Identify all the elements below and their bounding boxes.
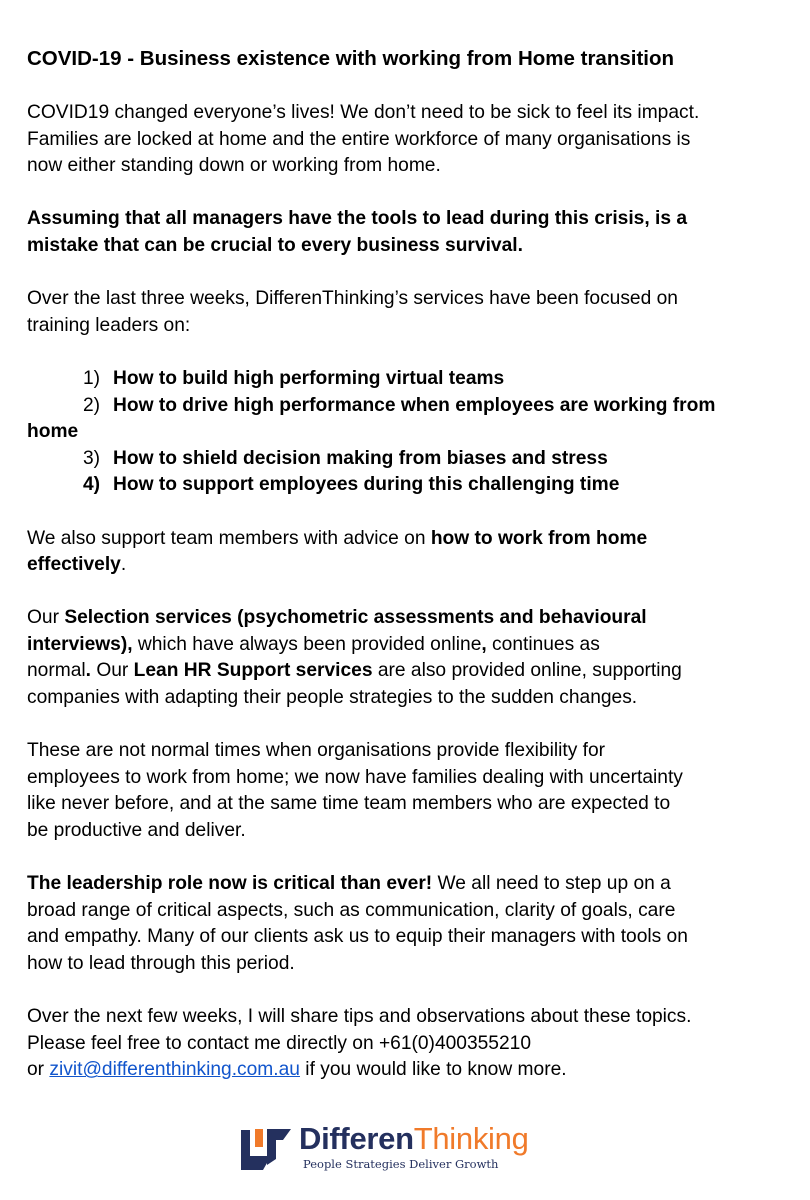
normal-times-line-2: employees to work from home; we now have families dealing with uncertainty	[27, 766, 683, 788]
selection-l3-a: normal	[27, 660, 86, 682]
document-body	[27, 44, 787, 1111]
selection-l2-tail: continues as	[486, 633, 600, 655]
normal-times-line-4: be productive and deliver.	[27, 820, 246, 842]
topic-item-4	[83, 472, 787, 499]
topic-item-2	[27, 393, 787, 446]
topic-text: How to support employees during this challenging time	[113, 474, 620, 496]
team-support-bold-2: effectively	[27, 554, 121, 576]
selection-l3-dot: .	[85, 660, 91, 682]
selection-paragraph	[27, 605, 787, 711]
selection-l3-bold: Lean HR Support services	[133, 660, 373, 682]
warning-line-1: Assuming that all managers have the tools to lead during this crisis, is a	[27, 208, 688, 230]
leadership-bold: The leadership role now is critical than ever!	[27, 873, 433, 895]
logo-mark-icon	[241, 1126, 293, 1170]
selection-l2-bold-b: ,	[481, 633, 487, 655]
leadership-l1-rest: We all need to step up on a	[432, 873, 671, 895]
intro-line-2: Families are locked at home and the entire workforce of many organisations is	[27, 128, 691, 150]
logo-wordmark	[299, 1122, 529, 1156]
closing-paragraph	[27, 1004, 787, 1084]
services-intro-line-2: training leaders on:	[27, 314, 191, 336]
normal-times-line-1: These are not normal times when organisations provide flexibility for	[27, 740, 606, 762]
team-support-bold-1: how to work from home	[430, 527, 648, 549]
normal-times-line-3: like never before, and at the same time team members who are expected to	[27, 793, 671, 815]
leadership-line-3: and empathy. Many of our clients ask us to equip their managers with tools on	[27, 926, 688, 948]
selection-l3-b: Our	[91, 660, 134, 682]
selection-l2-bold-a: interviews),	[27, 633, 133, 655]
closing-line-1: Over the next few weeks, I will share tips and observations about these topics.	[27, 1006, 692, 1028]
team-support-prefix: We also support team members with advice on	[27, 527, 431, 549]
topic-number: 4)	[83, 474, 101, 496]
team-support-paragraph	[27, 526, 787, 579]
normal-times-paragraph	[27, 738, 787, 844]
services-intro-paragraph	[27, 286, 787, 339]
topic-number: 3)	[83, 447, 101, 469]
intro-line-1: COVID19 changed everyone’s lives! We don’t need to be sick to feel its impact.	[27, 102, 700, 123]
selection-l4: companies with adapting their people strategies to the sudden changes.	[27, 687, 638, 709]
selection-l2-text: which have always been provided online	[132, 633, 482, 655]
topic-text: How to build high performing virtual teams	[113, 367, 505, 389]
company-logo	[241, 1121, 541, 1174]
team-support-suffix: .	[120, 554, 127, 576]
leadership-line-4: how to lead through this period.	[27, 953, 295, 974]
closing-l3-prefix: or	[27, 1059, 50, 1081]
logo-tagline: People Strategies Deliver Growth	[303, 1157, 499, 1171]
email-link[interactable]: zivit@differenthinking.com.au	[49, 1059, 300, 1081]
logo-name-part-1: Differen	[299, 1121, 414, 1156]
closing-line-2: Please feel free to contact me directly on +61(0)400355210	[27, 1032, 531, 1054]
intro-paragraph	[27, 100, 787, 180]
warning-line-2: mistake that can be crucial to every business survival.	[27, 234, 523, 256]
intro-line-3: now either standing down or working from home.	[27, 155, 441, 177]
document-title: COVID-19 - Business existence with working from Home transition	[27, 47, 675, 70]
topic-text: How to shield decision making from biases and stress	[113, 447, 608, 469]
topic-text: How to drive high performance when employees are working from	[113, 394, 716, 416]
warning-paragraph	[27, 206, 787, 259]
topic-item-1	[83, 366, 787, 393]
topic-number: 1)	[83, 367, 101, 389]
leadership-line-2: broad range of critical aspects, such as communication, clarity of goals, care	[27, 899, 676, 921]
topic-text-continuation: home	[27, 421, 79, 443]
topic-item-3	[83, 446, 787, 473]
logo-name-part-2: Thinking	[413, 1121, 529, 1156]
topics-list	[27, 366, 787, 499]
selection-l1-bold: Selection services (psychometric assessments and behavioural	[64, 607, 647, 629]
services-intro-line-1: Over the last three weeks, DifferenThinking’s services have been focused on	[27, 288, 678, 310]
topic-number: 2)	[83, 394, 101, 416]
selection-l1-prefix: Our	[27, 607, 65, 629]
leadership-paragraph	[27, 871, 787, 977]
closing-l3-suffix: if you would like to know more.	[299, 1059, 567, 1081]
selection-l3-c: are also provided online, supporting	[372, 660, 682, 682]
